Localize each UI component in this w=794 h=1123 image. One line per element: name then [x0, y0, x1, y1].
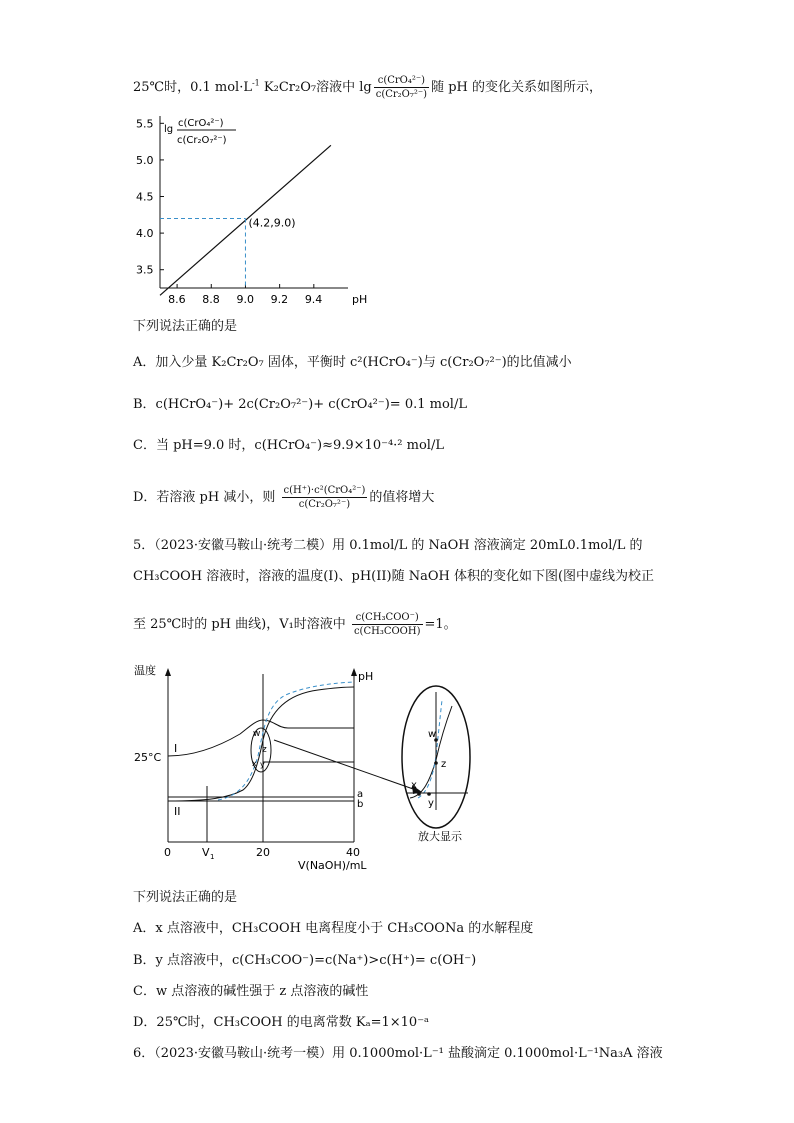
- chart-x-tick-label: 8.6: [168, 293, 186, 306]
- chart-ylabel-prefix: lg: [164, 124, 174, 135]
- q5-zoom-caption: 放大显示: [418, 830, 462, 843]
- q5-frac-den: c(CH₃COOH): [353, 626, 421, 637]
- q4-option-d-den: c(Cr₂O₇²⁻): [298, 499, 351, 510]
- q4-option-a: A．加入少量 K₂Cr₂O₇ 固体，平衡时 c²(HCrO₄⁻)与 c(Cr₂O₇²⁻)的比值减小: [133, 355, 572, 370]
- q5-x-tick-40: 40: [346, 846, 360, 859]
- q4-intro-k: K: [259, 80, 274, 95]
- q5-pt-y-small: y: [260, 760, 265, 769]
- q5-pt-w-small: w: [253, 729, 261, 739]
- q4-question: 下列说法正确的是: [133, 319, 238, 334]
- q5-zoom-point-x: [417, 792, 421, 796]
- q5-x-label: V(NaOH)/mL: [298, 859, 367, 872]
- q5-x-tick-0: 0: [164, 846, 171, 859]
- q4-option-d-fraction: [282, 484, 368, 511]
- q4-option-b: B．c(HCrO₄⁻)+ 2c(Cr₂O₇²⁻)+ c(CrO₄²⁻)= 0.1 mol/L: [133, 397, 467, 412]
- q5-y-axis-arrow: [165, 668, 171, 676]
- q5-curve-ii: [168, 687, 354, 801]
- chart-y-tick-label: 5.5: [136, 117, 154, 131]
- q5-zoom-x: x: [411, 780, 417, 791]
- q5-line3: [133, 611, 457, 638]
- q4-option-c: C．当 pH=9.0 时，c(HCrO₄⁻)≈9.9×10⁻⁴·² mol/L: [133, 438, 444, 453]
- chart-x-tick-label: 9.4: [304, 293, 323, 306]
- q5-line2: CH₃COOH 溶液时，溶液的温度(I)、pH(II)随 NaOH 体积的变化如下图(图中虚线为校正: [133, 569, 655, 584]
- q4-fraction: [374, 74, 429, 101]
- q5-pt-x-small: x: [252, 759, 257, 768]
- q5-figure: [128, 660, 488, 875]
- q5-curve-i-label: I: [174, 742, 178, 755]
- q5-option-c: C．w 点溶液的碱性强于 z 点溶液的碱性: [133, 984, 369, 999]
- q4-option-d-text: D．若溶液 pH 减小，则: [133, 490, 276, 505]
- q5-line1: 5．（2023·安徽马鞍山·统考二模）用 0.1mol/L 的 NaOH 溶液滴定 20mL0.1mol/L 的: [133, 538, 643, 553]
- q4-lg: lg: [359, 80, 372, 95]
- q5-zoom-arrow: [274, 740, 416, 790]
- chart-x-tick-label: 9.0: [236, 293, 254, 306]
- q5-label-a: a: [357, 789, 364, 800]
- chart-ylabel-den: c(Cr₂O₇²⁻): [177, 135, 227, 146]
- chart-x-label: pH: [352, 293, 368, 306]
- q4-option-d: [133, 484, 434, 511]
- q5-temp-mark: 25°C: [134, 751, 162, 764]
- q5-curve-dashed: [218, 682, 354, 800]
- q4-intro-sup: -1: [251, 78, 260, 88]
- q4-frac-num: c(CrO₄²⁻): [374, 74, 429, 88]
- q5-y-left-label: 温度: [134, 664, 156, 677]
- q4-intro-after: 溶液中: [316, 80, 356, 95]
- chart-x-tick-label: 8.8: [202, 293, 220, 306]
- q5-frac-num: c(CH₃COO⁻): [352, 611, 423, 625]
- q4-option-d-end: 的值将增大: [369, 490, 435, 505]
- q6-line1: 6．（2023·安徽马鞍山·统考一模）用 0.1000mol·L⁻¹ 盐酸滴定 0.1000mol·L⁻¹Na₃A 溶液: [133, 1046, 663, 1061]
- q5-fraction: [352, 611, 423, 638]
- q5-option-b: B．y 点溶液中，c(CH₃COO⁻)=c(Na⁺)>c(H⁺)= c(OH⁻): [133, 953, 477, 968]
- chart-ylabel-num: c(CrO₄²⁻): [178, 118, 224, 129]
- q4-intro: [133, 74, 602, 101]
- q5-y-right-label: pH: [358, 670, 374, 683]
- q4-option-d-num: c(H⁺)·c²(CrO₄²⁻): [283, 485, 366, 496]
- q5-zoom-y: y: [428, 798, 434, 809]
- chart-y-tick-label: 3.5: [136, 263, 154, 277]
- q5-x-tick-20: 20: [256, 846, 270, 859]
- q5-line3-end: =1。: [424, 617, 457, 632]
- q5-line3-text: 至 25℃时的 pH 曲线)，V₁时溶液中: [133, 617, 346, 632]
- q4-frac-den: c(Cr₂O₇²⁻): [375, 89, 428, 100]
- q5-pt-z-small: z: [262, 745, 267, 755]
- chart-annotation-label: (4.2,9.0): [248, 216, 296, 230]
- q4-intro-end: 随 pH 的变化关系如图所示，: [431, 80, 602, 95]
- q5-label-b: b: [357, 799, 364, 810]
- chart-y-tick-label: 4.5: [136, 190, 154, 204]
- q5-x-tick-v: V: [202, 846, 210, 859]
- q5-option-a: A．x 点溶液中，CH₃COOH 电离程度小于 CH₃COONa 的水解程度: [133, 921, 534, 936]
- q4-intro-chem: ₂Cr₂O₇: [273, 80, 317, 95]
- q4-intro-text: 25℃时，0.1 mol·L: [133, 80, 252, 95]
- chart-y-tick-label: 4.0: [136, 227, 154, 241]
- q5-zoom-point-z: [434, 761, 438, 765]
- q4-chart: [120, 108, 380, 308]
- q5-question: 下列说法正确的是: [133, 890, 238, 905]
- q5-option-d: D．25℃时，CH₃COOH 的电离常数 Kₐ=1×10⁻ᵃ: [133, 1015, 430, 1030]
- q5-zoom-w: w: [428, 729, 437, 740]
- chart-y-tick-label: 5.0: [136, 153, 154, 167]
- q5-zoom-z: z: [441, 759, 447, 770]
- q5-right-axis-arrow: [351, 668, 357, 676]
- q5-zoom-point-y: [427, 792, 431, 796]
- q5-curve-ii-label: II: [174, 805, 181, 818]
- chart-x-tick-label: 9.2: [270, 293, 289, 306]
- q5-x-tick-v-sub: 1: [210, 853, 215, 861]
